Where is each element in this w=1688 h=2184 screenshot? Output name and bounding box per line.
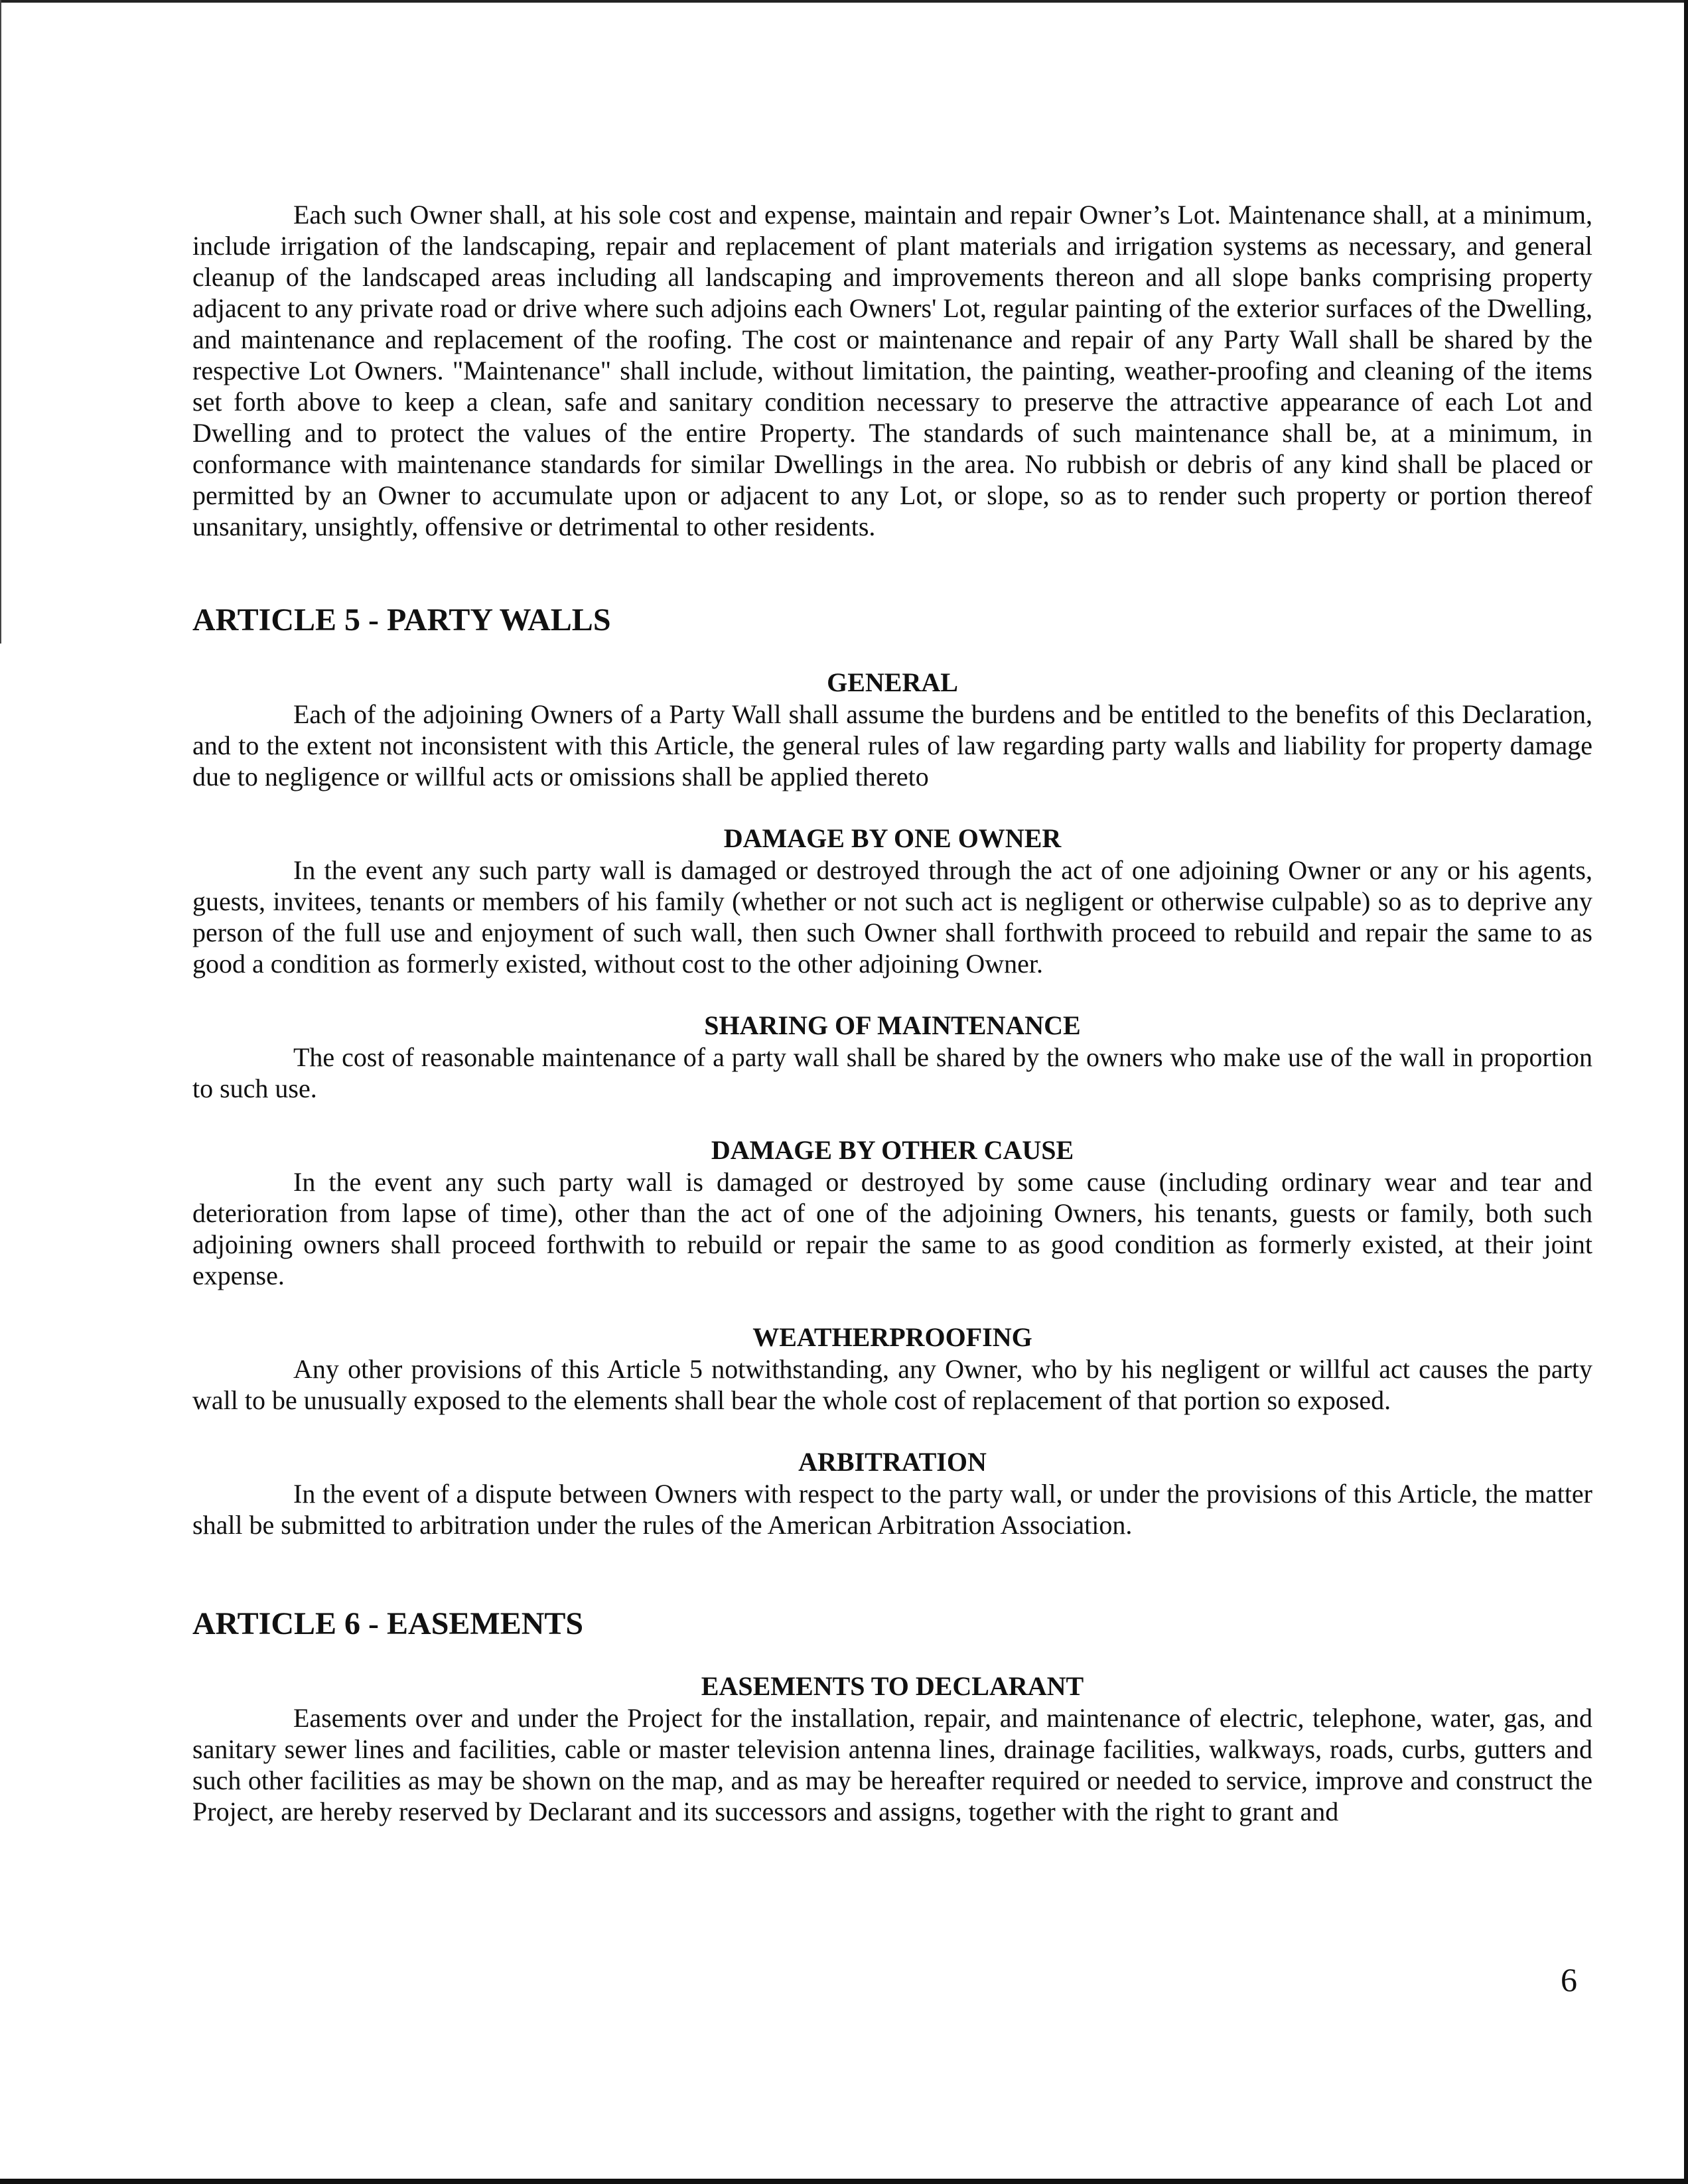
article-6-heading: ARTICLE 6 - EASEMENTS <box>192 1606 584 1641</box>
section-weatherproofing-heading: WEATHERPROOFING <box>752 1322 1032 1352</box>
section-weatherproofing-text: Any other provisions of this Article 5 notwithstanding, any Owner, who by his negligent or willful act causes the party wall to be unusually exposed to the elements shall bear the whole cost of replacement of that portion so exposed. <box>192 1354 1592 1415</box>
scan-border-top <box>0 0 1688 3</box>
section-damage-by-one-owner-heading: DAMAGE BY ONE OWNER <box>723 823 1062 853</box>
scan-left-edge-mark <box>0 0 1 644</box>
section-damage-by-one-owner-text: In the event any such party wall is damaged or destroyed through the act of one adjoining Owner or any or his agents, guests, invitees, tenants or members of his family (whether or not such act is negligent or otherwise culpable) so as to deprive any person of the full use and enjoyment of such wall, then such Owner shall forthwith proceed to rebuild and repair the same to as good a condition as formerly existed, without cost to the other adjoining Owner. <box>192 855 1592 979</box>
intro-paragraph: Each such Owner shall, at his sole cost and expense, maintain and repair Owner’s Lot. Maintenance shall, at a minimum, include irrigation of the landscaping, repair and replacement of plant materials and irrigation systems as necessary, and general cleanup of the landscaped areas including all landscaping and improvements thereon and all slope banks comprising property adjacent to any private road or drive where such adjoins each Owners' Lot, regular painting of the exterior surfaces of the Dwelling, and maintenance and replacement of the roofing. The cost or maintenance and repair of any Party Wall shall be shared by the respective Lot Owners. "Maintenance" shall include, without limitation, the painting, weather-proofing and cleaning of the items set forth above to keep a clean, safe and sanitary condition necessary to preserve the attractive appearance of each Lot and Dwelling and to protect the values of the entire Property. The standards of such maintenance shall be, at a minimum, in conformance with maintenance standards for similar Dwellings in the area. No rubbish or debris of any kind shall be placed or permitted by an Owner to accumulate upon or adjacent to any Lot, or slope, so as to render such property or portion thereof unsanitary, unsightly, offensive or detrimental to other residents. <box>192 200 1592 541</box>
page-number: 6 <box>1561 1961 1577 1998</box>
section-sharing-of-maintenance-heading: SHARING OF MAINTENANCE <box>704 1010 1081 1040</box>
scan-border-right <box>1684 0 1688 2184</box>
section-arbitration-heading: ARBITRATION <box>798 1447 987 1477</box>
article-5-heading: ARTICLE 5 - PARTY WALLS <box>192 602 611 638</box>
section-easements-to-declarant-text: Easements over and under the Project for the installation, repair, and maintenance of electric, telephone, water, gas, and sanitary sewer lines and facilities, cable or master television antenna lines, drainage facilities, walkways, roads, curbs, gutters and such other facilities as may be shown on the map, and as may be hereafter required or needed to service, improve and construct the Project, are hereby reserved by Declarant and its successors and assigns, together with the right to grant and <box>192 1703 1592 1826</box>
section-damage-by-other-cause-heading: DAMAGE BY OTHER CAUSE <box>711 1135 1074 1165</box>
section-easements-to-declarant-heading: EASEMENTS TO DECLARANT <box>701 1671 1084 1701</box>
scan-border-bottom <box>0 2179 1688 2184</box>
section-sharing-of-maintenance-text: The cost of reasonable maintenance of a party wall shall be shared by the owners who make use of the wall in proportion to such use. <box>192 1042 1592 1103</box>
section-general-text: Each of the adjoining Owners of a Party Wall shall assume the burdens and be entitled to the benefits of this Declaration, and to the extent not inconsistent with this Article, the general rules of law regarding party walls and liability for property damage due to negligence or willful acts or omissions shall be applied thereto <box>192 699 1592 791</box>
document-page <box>192 199 1592 1827</box>
section-arbitration-text: In the event of a dispute between Owners with respect to the party wall, or under the provisions of this Article, the matter shall be submitted to arbitration under the rules of the American Arbitration Association. <box>192 1479 1592 1540</box>
section-general-heading: GENERAL <box>827 667 958 697</box>
section-damage-by-other-cause-text: In the event any such party wall is damaged or destroyed by some cause (including ordinary wear and tear and deterioration from lapse of time), other than the act of one of the adjoining Owners, his tenants, guests or family, both such adjoining owners shall proceed forthwith to rebuild or repair the same to as good condition as formerly existed, at their joint expense. <box>192 1167 1592 1290</box>
